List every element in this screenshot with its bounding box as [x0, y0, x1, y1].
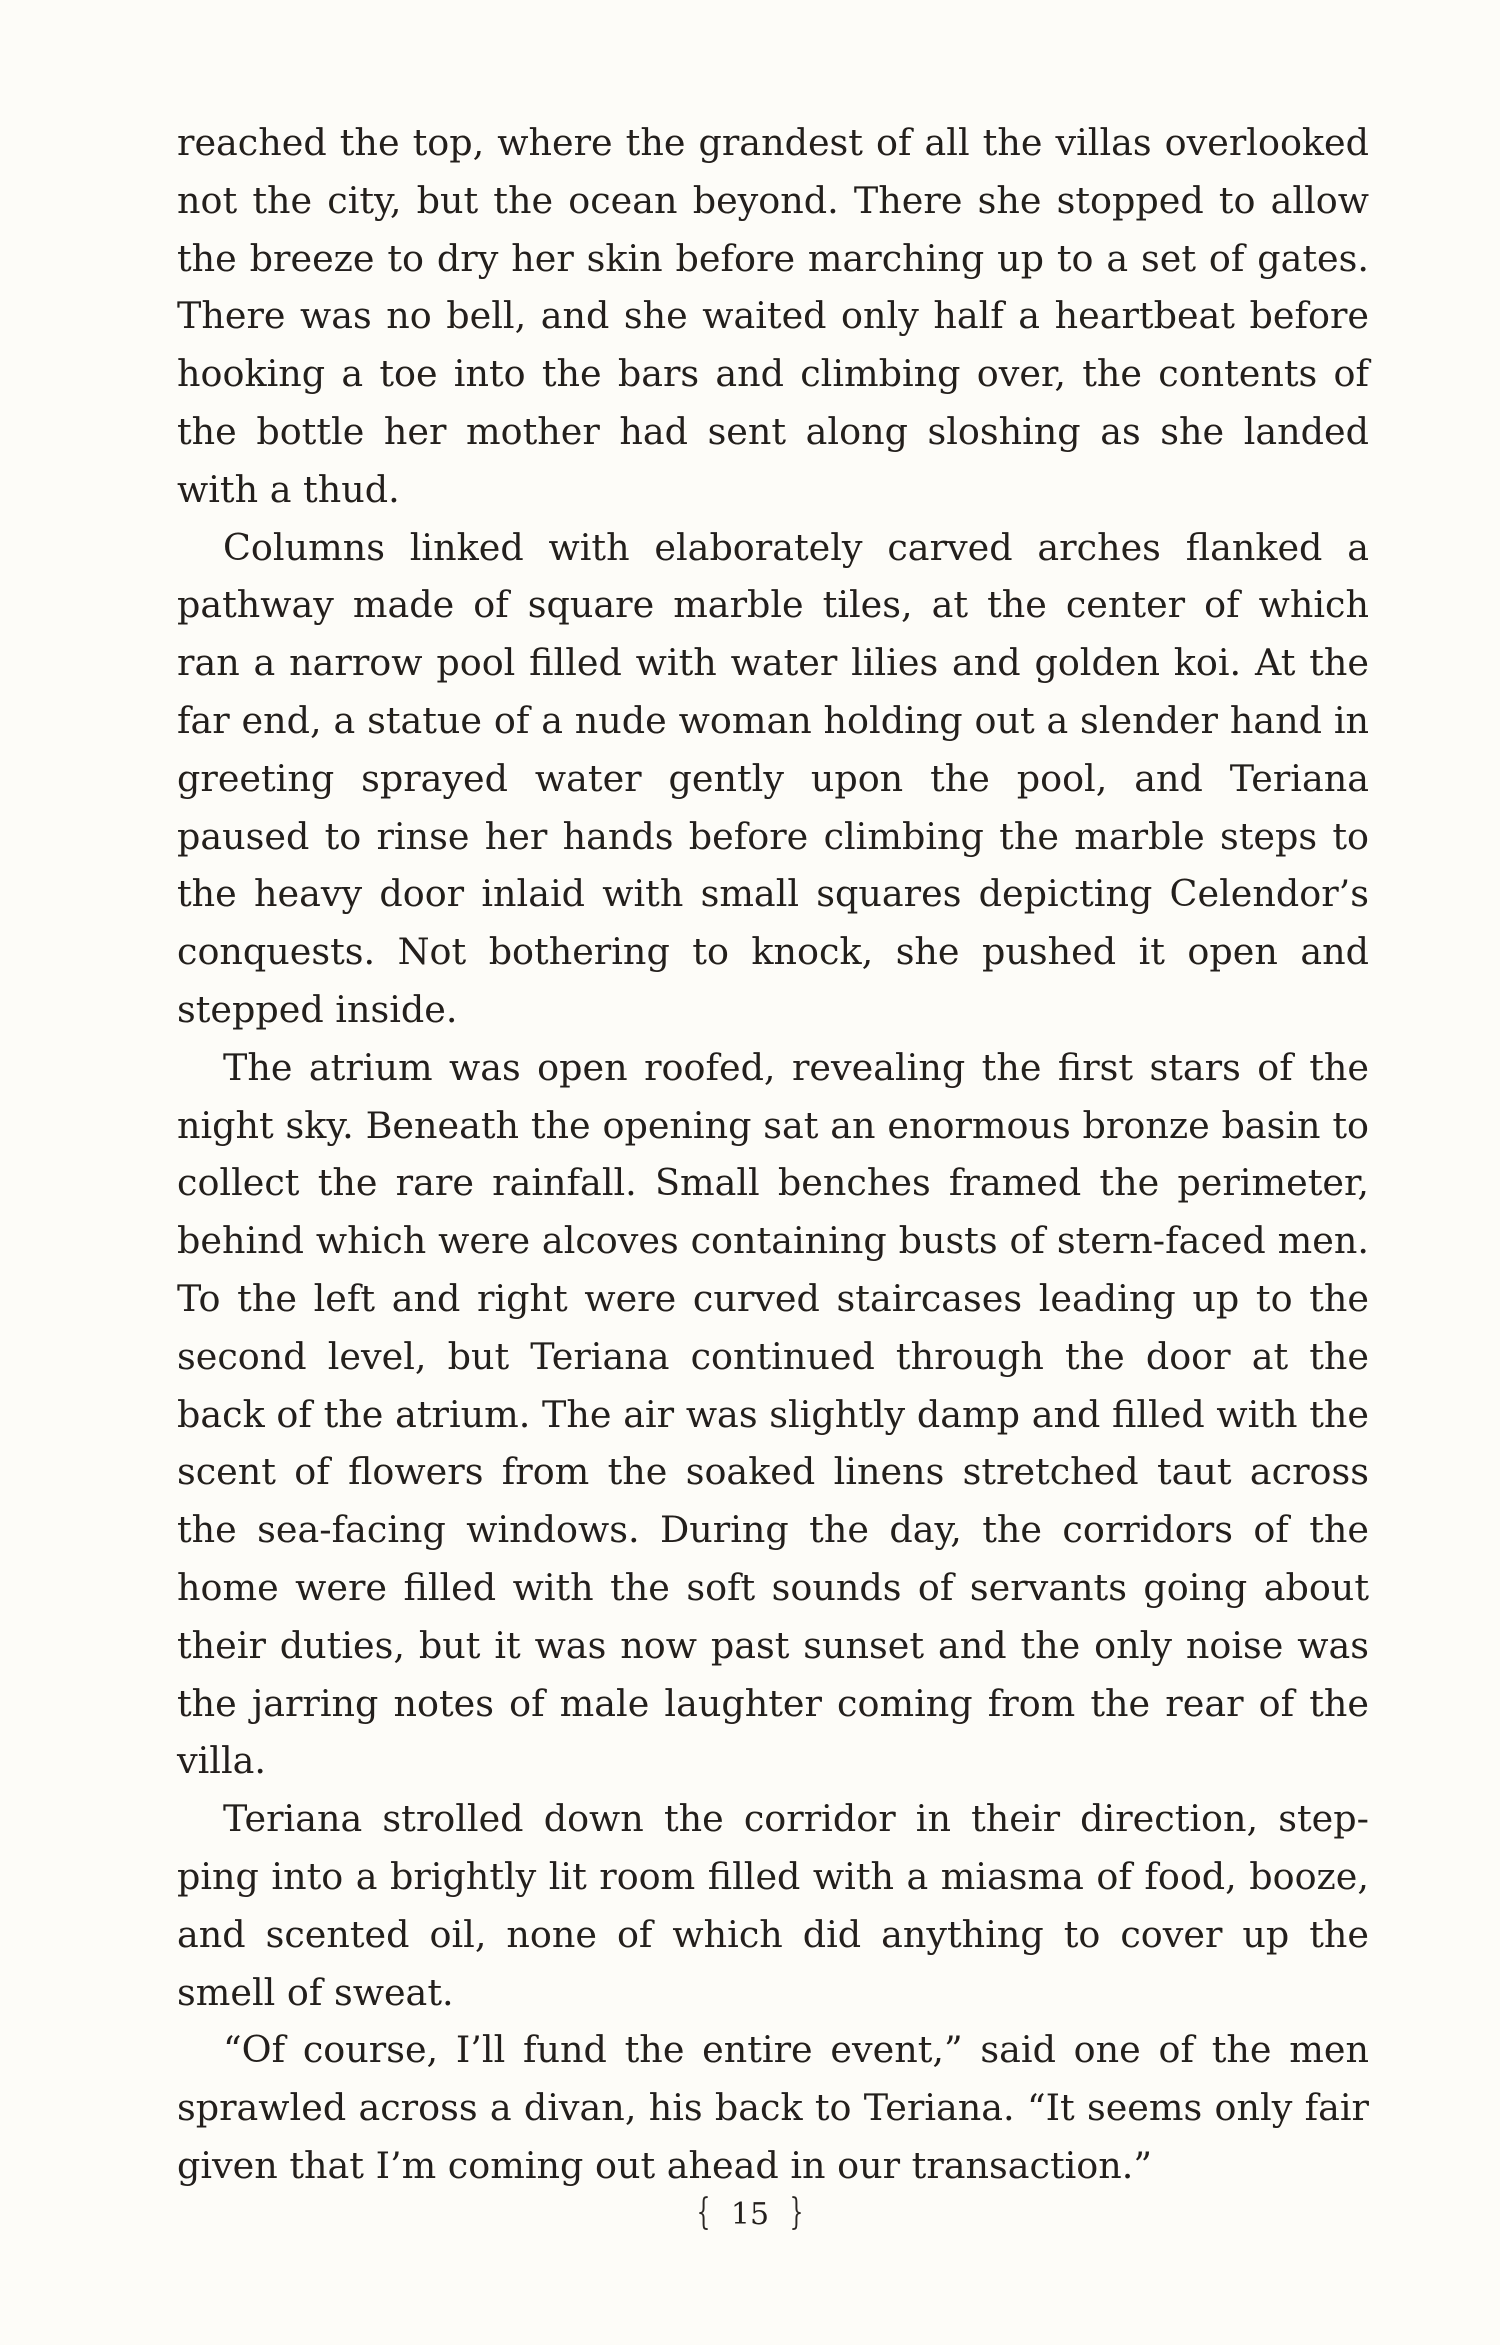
- page-number: [0, 2192, 1500, 2233]
- paragraph-5: “Of course, I’ll fund the entire event,” said one of the men sprawled across a divan, his back to Teriana. “It seems only fair given that I’m coming out ahead in our transaction.”: [177, 2028, 1369, 2187]
- paragraph-1: reached the top, where the grandest of all the villas overlooked not the city, but the ocean beyond. There she stopped to allow the breeze to dry her skin before marching up to a set of gates. There was no bell, and she waited only half a heartbeat before hooking a toe into the bars and climbing over, the contents of the bottle her mother had sent along sloshing as she landed with a thud.: [177, 121, 1369, 511]
- paragraph-3: The atrium was open roofed, revealing the first stars of the night sky. Beneath the opening sat an enormous bronze basin to collect the rare rainfall. Small benches framed the perimeter, behind which were alcoves containing busts of stern-faced men. To the left and right were curved staircases leading up to the second level, but Teriana continued through the door at the back of the atrium. The air was slightly damp and filled with the scent of flowers from the soaked linens stretched taut across the sea-facing windows. During the day, the corridors of the home were filled with the soft sounds of servants going about their duties, but it was now past sunset and the only noise was the jarring notes of male laughter coming from the rear of the villa.: [177, 1045, 1369, 1783]
- folio-right-bracket: }: [789, 2192, 803, 2233]
- body-text: [177, 114, 1369, 2195]
- folio-left-bracket: {: [697, 2192, 711, 2233]
- folio-number: 15: [730, 2197, 770, 2232]
- paragraph-2: Columns linked with elaborately carved arches flanked a pathway made of square marble tiles, at the center of which ran a narrow pool filled with water lilies and golden koi. At the far end, a statue of a nude woman holding out a slender hand in greeting sprayed water gently upon the pool, and Teriana paused to rinse her hands before climbing the marble steps to the heavy door inlaid with small squares depicting Celendor’s conquests. Not bothering to knock, she pushed it open and stepped inside.: [177, 525, 1369, 1031]
- paragraph-4: Teriana strolled down the corridor in their direction, stepping into a brightly lit room filled with a miasma of food, booze, and scented oil, none of which did anything to cover up the smell of sweat.: [177, 1797, 1369, 2014]
